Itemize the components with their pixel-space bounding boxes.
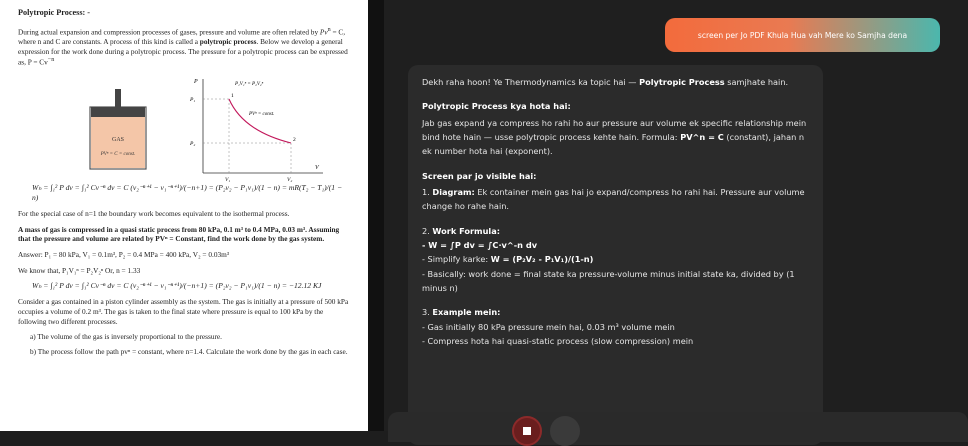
doc-title: Polytropic Process: - [18,8,90,17]
work-result-equation: Wₕ = ∫₁² P dv = ∫₁² Cv⁻ⁿ dv = C (v₂⁻ⁿ⁺¹ − v₁⁻ⁿ⁺¹)/(−n+1) = (P₂v₂ − P₁v₁)/(1 − n) = −12.12 KJ [32,281,322,291]
reply-intro: Dekh raha hoon! Ye Thermodynamics ka topic hai — Polytropic Process samjhate hain. [422,77,789,87]
curve-eq: PVⁿ = const. [249,112,275,118]
p2-label: P₂ [190,141,196,148]
pv-plot [183,73,333,184]
polytropic-figure [18,73,350,184]
reply-diagram-point: 1. Diagram: Ek container mein gas hai jo expand/compress ho rahi hai. Pressure aur volume change ho rahe hain. [422,187,805,212]
answer-line: Answer: P₁ = 80 kPa, V₁ = 0.1m³, P₂ = 0.4 MPa = 400 kPa, V₂ = 0.03m³ [18,250,230,260]
scroll-down-button[interactable] [550,416,580,446]
axis-p-label: P [194,79,198,86]
know-line: We know that, P₁V₁ⁿ = P₂V₂ⁿ Or, n = 1.33 [18,265,141,275]
reply-paragraph-1: Jab gas expand ya compress ho rahi ho aur pressure aur volume ek specific relationship mein bind hote hain — usse polytropic process kehte hain. Formula: PV^n = C (constant), jahan n ek number hota hai (exponent). [422,117,807,157]
chat-pane [384,0,968,431]
pdf-document [0,0,368,431]
list-item-a: a) The volume of the gas is inversely proportional to the pressure. [30,332,222,342]
stop-icon [523,427,531,435]
v1-label: V₁ [225,177,231,184]
curve-eq-top: P₁V₁ⁿ = P₂V₂ⁿ [235,82,264,88]
piston-cylinder-diagram [78,73,198,179]
p1-label: P₁ [190,97,196,104]
problem-list [18,332,350,356]
point2-label: 2 [293,137,296,144]
consider-text: Consider a gas contained in a piston cylinder assembly as the system. The gas is initially at a pressure of 500 kPa occupies a volume of 0.2 m³. The gas is taken to the final state where pressure is equal to 100 kPa by the following two different processes. [18,297,349,326]
reply-example-point: 3. Example mein: - Gas initially 80 kPa pressure mein hai, 0.03 m³ volume mein - Compress hota hai quasi-static process (slow compression) mein [422,307,694,347]
stop-button[interactable] [512,416,542,446]
special-case-text: For the special case of n=1 the boundary work becomes equivalent to the isothermal process. [18,209,290,219]
gas-label: GAS [111,137,125,144]
reply-heading-1: Polytropic Process kya hota hai: [422,101,571,112]
pane-divider[interactable] [368,0,384,431]
list-item-b: b) The process follow the path pvⁿ = constant, where n=1.4. Calculate the work done by the gas in each case. [30,346,348,356]
assistant-reply [408,65,823,445]
point1-label: 1 [231,93,234,100]
doc-intro: During actual expansion and compression processes of gases, pressure and volume are often related by $Pv^n = C$, where n and C are constants. A process of this kind is called a polytropic process. Below we develop a general expression for the work done during a polytropic process. The pressure for a polytropic process can be expressed as, $P = Cv^{-n}$ [18,26,348,67]
chat-composer[interactable] [388,412,968,442]
v2-label: V₂ [287,177,293,184]
piston-eq: PVⁿ = C = const. [100,152,136,158]
user-message-bubble [665,18,940,52]
reply-heading-2: Screen par jo visible hai: [422,170,537,181]
problem-statement: A mass of gas is compressed in a quasi static process from 80 kPa, 0.1 m³ to 0.4 MPa, 0.03 m³. Assuming that the pressure and volume are related by PVⁿ = Constant, find the work done by the gas system. [18,224,340,244]
reply-work-formula-point: 2. Work Formula: - W = ∫P dv = ∫C·v^-n dv - Simplify karke: W = (P₂V₂ - P₁V₁)/(1-n) - Basically: work done = final state ka pressure-volume minus initial state ka, divided by (1 minus n) [422,225,795,294]
user-message-text: screen per Jo PDF Khula Hua vah Mere ko Samjha dena [697,30,908,40]
axis-v-label: V [315,165,319,172]
work-equation: Wₕ = ∫₁² P dv = ∫₁² Cv⁻ⁿ dv = C (v₂⁻ⁿ⁺¹ − v₁⁻ⁿ⁺¹)/(−n+1) = (P₂v₂ − P₁v₁)/(1 − n) = mR(T₂ − T₁)/(1 − n) [32,183,343,203]
